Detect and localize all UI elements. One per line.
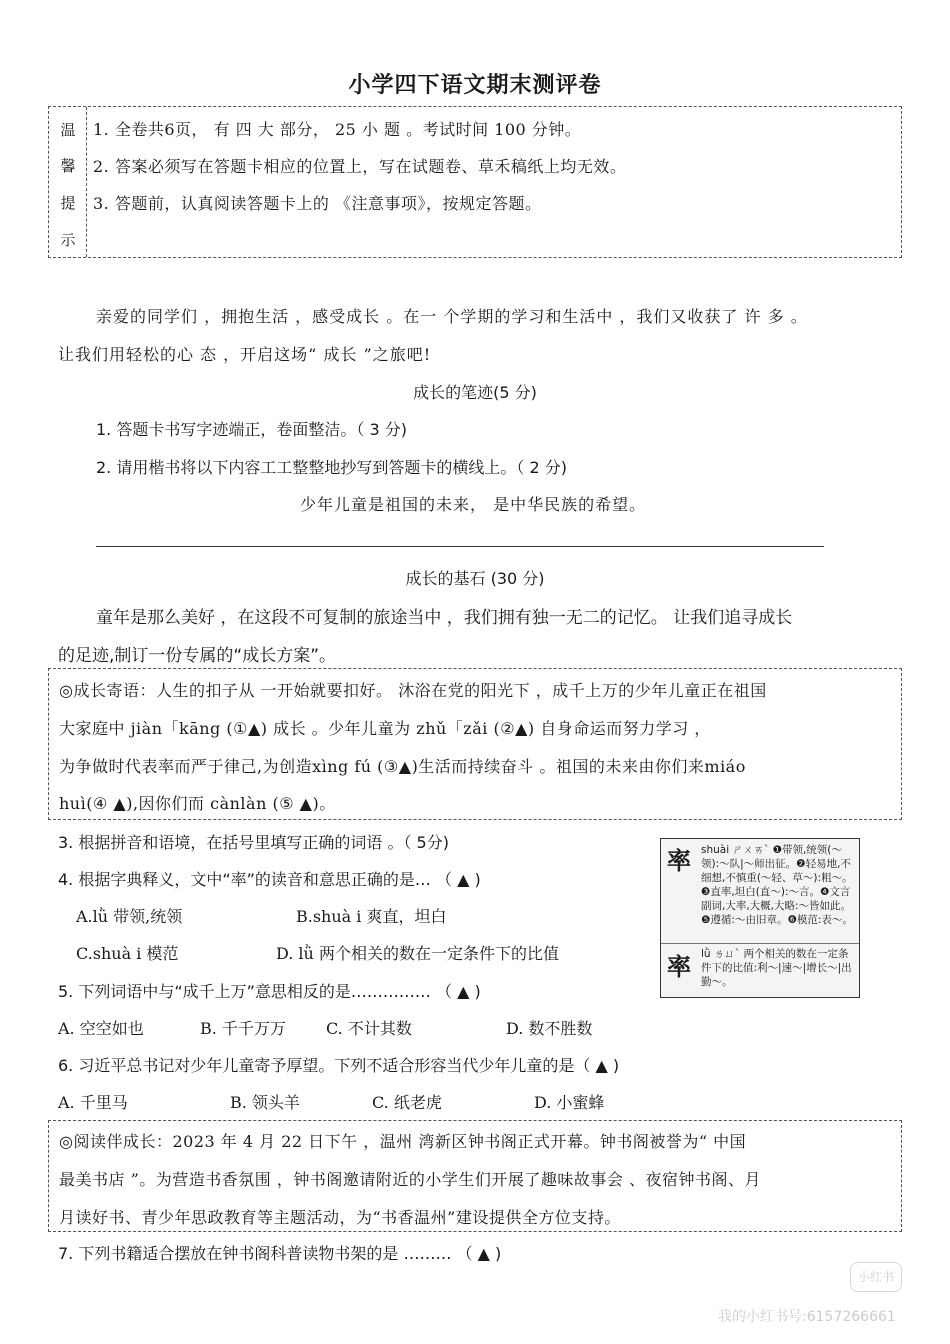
page-title: 小学四下语文期末测评卷: [348, 73, 602, 98]
tips-label-char: 示: [60, 231, 76, 249]
reading-line: 月读好书、青少年思政教育等主题活动，为“书香温州”建设提供全方位支持。: [59, 1208, 621, 1227]
section1-heading: 成长的笔迹(5 分): [413, 383, 537, 402]
growth-message-line: ◎成长寄语：人生的扣子从 一开始就要扣好。 沐浴在党的阳光下 ，成千上万的少年儿童正在祖国: [59, 681, 767, 700]
growth-message-line: huì(④ ▲),因你们而 cànlàn (⑤ ▲)。: [59, 794, 336, 813]
question-2: 2. 请用楷书将以下内容工工整整地抄写到答题卡的横线上。（ 2 分): [96, 458, 567, 477]
question-5-option-a: A. 空空如也: [58, 1019, 144, 1038]
question-6-option-c: C. 纸老虎: [372, 1093, 442, 1112]
dictionary-char: 率: [667, 846, 691, 875]
section2-intro-line-1: 童年是那么美好 ，在这段不可复制的旅途当中 ，我们拥有独一无二的记忆。 让我们追寻成长: [96, 608, 793, 628]
tips-box: [48, 106, 902, 258]
reading-box: [48, 1120, 902, 1232]
question-6-option-b: B. 领头羊: [230, 1093, 300, 1112]
question-1: 1. 答题卡书写字迹端正，卷面整洁。（ 3 分): [96, 420, 407, 439]
question-4-option-c: C.shuà i 模范: [76, 944, 179, 963]
dictionary-excerpt: [660, 838, 860, 998]
question-4-option-a: A.lǜ 带领,统领: [76, 907, 183, 926]
dictionary-entry-2: lǜ ㄌㄩˋ 两个相关的数在一定条件下的比值:利～|速～|增长～|出勤～。: [701, 948, 852, 988]
growth-message-line: 为争做时代表率而严于律己,为创造xìng fú (③▲)生活而持续奋斗 。祖国的未来由你们来miáo: [59, 757, 746, 776]
question-3: 3. 根据拼音和语境，在括号里填写正确的词语 。（ 5分): [58, 833, 449, 852]
tips-label-char: 温: [60, 121, 76, 139]
dictionary-char: 率: [667, 952, 691, 981]
tip-item: 2. 答案必须写在答题卡相应的位置上，写在试题卷、草禾稿纸上均无效。: [93, 157, 627, 176]
question-4-option-d: D. lǜ 两个相关的数在一定条件下的比值: [276, 944, 559, 963]
dictionary-entry-1: shuài ㄕㄨㄞˋ ❶带领,统领(～领):～队|～师出征。❷轻易地,不细想,不慎重(～轻、草～):粗～。❸直率,坦白(直～):～言。❹文言副词,大率,大概,大略:～皆如此。❺遵循:～由旧章。❻模范:表～。: [701, 844, 853, 926]
question-4: 4. 根据字典释义，文中“率”的读音和意思正确的是… （ ▲ ): [58, 870, 481, 889]
intro-line-1: 亲爱的同学们 ，拥抱生活 ，感受成长 。在一 个学期的学习和生活中 ，我们又收获了 许 多 。: [96, 307, 808, 326]
question-6: 6. 习近平总书记对少年儿童寄予厚望。下列不适合形容当代少年儿童的是（ ▲ ): [58, 1056, 620, 1075]
question-5: 5. 下列词语中与“成千上万”意思相反的是…………… （ ▲ ): [58, 982, 481, 1001]
dictionary-divider: [661, 943, 859, 944]
question-5-option-d: D. 数不胜数: [506, 1019, 593, 1038]
section2-intro-line-2: 的足迹,制订一份专属的“成长方案”。: [58, 646, 337, 666]
question-6-option-a: A. 千里马: [58, 1093, 128, 1112]
writing-line: [96, 546, 824, 547]
watermark-user-id: 我的小红书号:6157266661: [718, 1309, 896, 1325]
question-6-option-d: D. 小蜜蜂: [534, 1093, 605, 1112]
tips-label-char: 馨: [60, 157, 76, 175]
question-4-option-b: B.shuà i 爽直，坦白: [296, 907, 447, 926]
section2-heading: 成长的基石 (30 分): [405, 569, 545, 588]
growth-message-line: 大家庭中 jiàn「kāng (①▲) 成长 。少年儿童为 zhǔ「zǎi (②▲) 自身命运而努力学习 ，: [59, 719, 711, 738]
tips-label-char: 提: [60, 194, 76, 212]
tip-item: 1. 全卷共6页， 有 四 大 部分， 25 小 题 。考试时间 100 分钟。: [93, 120, 582, 139]
copy-text: 少年儿童是祖国的未来， 是中华民族的希望。: [300, 495, 647, 514]
intro-line-2: 让我们用轻松的心 态 ，开启这场“ 成长 ”之旅吧!: [58, 345, 432, 364]
question-7: 7. 下列书籍适合摆放在钟书阁科普读物书架的是 ……… （ ▲ ): [58, 1244, 502, 1263]
question-5-option-b: B. 千千万万: [200, 1019, 286, 1038]
reading-line: ◎阅读伴成长：2023 年 4 月 22 日下午 ，温州 湾新区钟书阁正式开幕。钟书阁被誉为“ 中国: [59, 1132, 747, 1151]
tips-label: [49, 107, 87, 257]
question-5-option-c: C. 不计其数: [326, 1019, 412, 1038]
growth-message-box: [48, 668, 902, 820]
tip-item: 3. 答题前，认真阅读答题卡上的 《注意事项》，按规定答题。: [93, 194, 542, 213]
reading-line: 最美书店 ”。为营造书香氛围 ，钟书阁邀请附近的小学生们开展了趣味故事会 、夜宿钟书阁、月: [59, 1170, 761, 1189]
watermark-logo: 小红书: [850, 1262, 902, 1292]
